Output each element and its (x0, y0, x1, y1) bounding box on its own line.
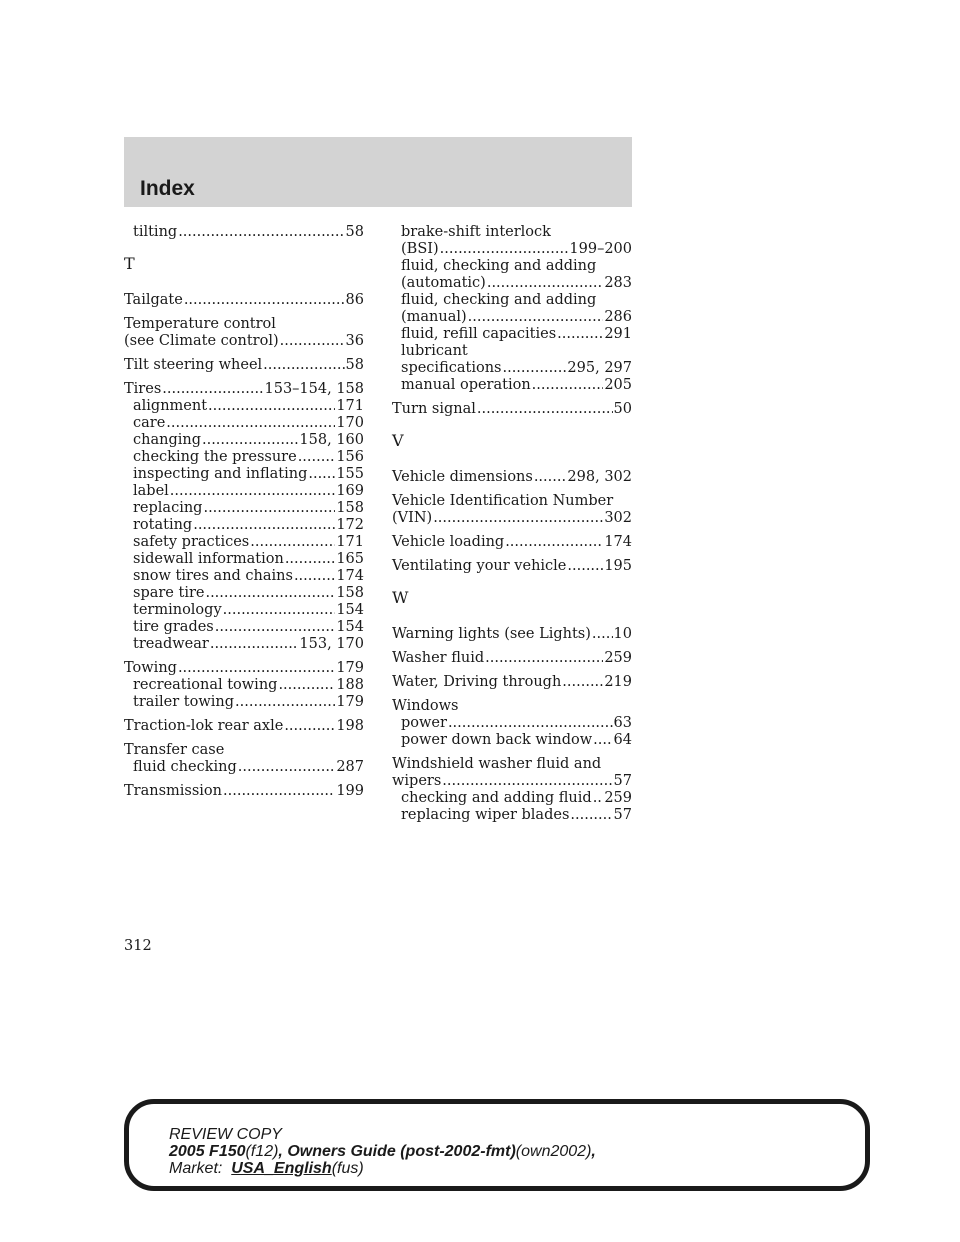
index-entry-row (124, 381, 364, 398)
index-entry-row (392, 275, 632, 292)
leader-dots (593, 790, 604, 807)
leader-dots (532, 377, 604, 394)
index-entry-term: Turn signal (392, 401, 476, 417)
index-entry-term: trailer towing (133, 694, 235, 710)
index-entry-term: manual operation (401, 377, 531, 393)
index-entry (124, 534, 364, 551)
leader-dots (562, 674, 603, 691)
leader-dots (298, 449, 336, 466)
footer-model-code: (f12) (245, 1143, 279, 1160)
index-entry (124, 357, 364, 374)
index-entry-page: 188 (336, 677, 364, 693)
index-entry-heading: Transfer case (124, 742, 225, 758)
index-entry-page: 165 (336, 551, 364, 567)
index-entry-term: Traction-lok rear axle (124, 718, 284, 734)
leader-dots (263, 357, 344, 374)
index-entry-row (124, 333, 364, 350)
index-entry-page: 174 (336, 568, 364, 584)
index-entry (124, 783, 364, 800)
index-entry-term: (manual) (401, 309, 467, 325)
index-entry-page: 198 (336, 718, 364, 734)
index-entry (124, 466, 364, 483)
index-entry-term: Transmission (124, 783, 223, 799)
index-entry (392, 807, 632, 824)
leader-dots (440, 241, 569, 258)
index-entry-term: inspecting and inflating (133, 466, 308, 482)
index-entry-page: 302 (604, 510, 632, 526)
index-entry (124, 660, 364, 677)
index-entry-row (392, 674, 632, 691)
leader-dots (162, 381, 263, 398)
index-entry-term: checking and adding fluid (401, 790, 592, 806)
index-entry-row (392, 510, 632, 527)
index-entry-row (392, 807, 632, 824)
index-entry (124, 381, 364, 398)
leader-dots (285, 551, 335, 568)
index-entry-page: 298, 302 (567, 469, 632, 485)
index-entry-row (124, 718, 364, 735)
index-entry-row (124, 602, 364, 619)
index-entry-term: Tires (124, 381, 162, 397)
index-entry-row (124, 636, 364, 653)
index-entry-row (124, 660, 364, 677)
index-entry-row (392, 401, 632, 418)
index-entry-row (124, 759, 364, 776)
index-column-right (392, 224, 632, 824)
index-entry-term: snow tires and chains (133, 568, 293, 584)
index-entry-row (124, 694, 364, 711)
index-entry-term: fluid checking (133, 759, 237, 775)
leader-dots (238, 759, 336, 776)
leader-dots (193, 517, 335, 534)
leader-dots (570, 807, 612, 824)
index-entry-page: 174 (604, 534, 632, 550)
index-entry-page: 179 (336, 694, 364, 710)
index-column-left (124, 224, 364, 800)
index-entry-page: 64 (613, 732, 632, 748)
index-entry (392, 258, 632, 292)
index-entry-term: checking the pressure (133, 449, 297, 465)
leader-dots (448, 715, 613, 732)
index-entry-page: 153–154, 158 (264, 381, 364, 397)
index-entry-row (392, 309, 632, 326)
leader-dots (557, 326, 603, 343)
leader-dots (203, 500, 335, 517)
index-entry-row (124, 551, 364, 568)
index-entry-page: 169 (336, 483, 364, 499)
index-entry-page: 283 (604, 275, 632, 291)
index-entry (124, 224, 364, 241)
index-entry-row (124, 483, 364, 500)
leader-dots (592, 626, 613, 643)
leader-dots (208, 398, 335, 415)
index-entry-term: specifications (401, 360, 502, 376)
index-entry (392, 326, 632, 343)
index-entry-page: 158 (336, 585, 364, 601)
index-entry-term: replacing (133, 500, 203, 516)
leader-dots (502, 360, 566, 377)
index-entry (392, 650, 632, 667)
leader-dots (178, 660, 335, 677)
index-entry-row (392, 360, 632, 377)
index-entry-heading: Windshield washer fluid and (392, 756, 602, 772)
index-entry-term: care (133, 415, 166, 431)
index-entry-row (392, 715, 632, 732)
index-entry-page: 172 (336, 517, 364, 533)
index-entry-term: spare tire (133, 585, 205, 601)
footer-model: 2005 F150 (169, 1143, 246, 1160)
index-entry-term: power down back window (401, 732, 593, 748)
index-entry (124, 398, 364, 415)
index-entry-heading: Windows (392, 698, 459, 714)
footer-market: USA_English (231, 1160, 332, 1177)
index-entry-row (124, 224, 364, 241)
leader-dots (223, 783, 335, 800)
index-entry (124, 500, 364, 517)
index-entry-term: Tailgate (124, 292, 183, 308)
index-entry (124, 415, 364, 432)
index-entry (124, 636, 364, 653)
index-entry-row (392, 790, 632, 807)
leader-dots (210, 636, 299, 653)
footer-market-label: Market: (169, 1160, 232, 1177)
index-entry-page: 179 (336, 660, 364, 676)
index-entry (124, 568, 364, 585)
index-entry-term: power (401, 715, 447, 731)
index-entry-page: 171 (336, 534, 364, 550)
index-entry-term: (automatic) (401, 275, 486, 291)
leader-dots (278, 677, 335, 694)
index-entry-term: Vehicle loading (392, 534, 505, 550)
index-entry-row (392, 773, 632, 790)
leader-dots (170, 483, 336, 500)
index-entry (392, 534, 632, 551)
index-entry-row (124, 415, 364, 432)
index-entry (392, 756, 632, 790)
index-entry-page: 171 (336, 398, 364, 414)
index-entry-term: fluid, refill capacities (401, 326, 557, 342)
index-entry (392, 698, 632, 732)
index-entry-page: 10 (613, 626, 632, 642)
index-entry (124, 742, 364, 776)
index-entry-page: 286 (604, 309, 632, 325)
index-entry-term: alignment (133, 398, 208, 414)
index-entry-heading: lubricant (401, 343, 468, 359)
leader-dots (223, 602, 336, 619)
index-entry (392, 224, 632, 258)
index-entry-row (124, 357, 364, 374)
index-entry-row (392, 626, 632, 643)
index-entry-row (392, 469, 632, 486)
index-section-letter: W (392, 588, 409, 607)
index-entry (124, 517, 364, 534)
index-entry-heading: Temperature control (124, 316, 276, 332)
index-entry-page: 287 (336, 759, 364, 775)
index-entry (124, 449, 364, 466)
index-entry-term: wipers (392, 773, 442, 789)
page-number: 312 (124, 938, 152, 954)
index-entry-term: terminology (133, 602, 222, 618)
index-entry-term: Towing (124, 660, 177, 676)
leader-dots (442, 773, 612, 790)
leader-dots (166, 415, 335, 432)
leader-dots (505, 534, 603, 551)
index-entry-page: 199–200 (569, 241, 632, 257)
index-entry-page: 170 (336, 415, 364, 431)
index-entry (124, 602, 364, 619)
index-entry-page: 259 (604, 790, 632, 806)
index-entry-row (392, 377, 632, 394)
index-entry-page: 153, 170 (299, 636, 364, 652)
index-entry-term: changing (133, 432, 201, 448)
index-entry (392, 674, 632, 691)
index-entry (392, 469, 632, 486)
footer-text (169, 1126, 596, 1177)
index-entry-page: 57 (613, 807, 632, 823)
index-section-letter: T (124, 254, 135, 273)
index-entry-row (392, 558, 632, 575)
index-entry (124, 483, 364, 500)
index-entry-page: 291 (604, 326, 632, 342)
index-entry (392, 401, 632, 418)
index-entry-term: sidewall information (133, 551, 284, 567)
index-entry-page: 199 (336, 783, 364, 799)
index-entry-row (392, 326, 632, 343)
index-entry-term: safety practices (133, 534, 250, 550)
leader-dots (468, 309, 604, 326)
index-entry-term: (see Climate control) (124, 333, 279, 349)
index-entry-term: Vehicle dimensions (392, 469, 533, 485)
index-entry-page: 158, 160 (299, 432, 364, 448)
index-entry-row (124, 585, 364, 602)
index-entry-term: Washer fluid (392, 650, 485, 666)
index-entry (392, 292, 632, 326)
leader-dots (250, 534, 335, 551)
index-entry-row (124, 500, 364, 517)
footer-market-code: (fus) (331, 1160, 364, 1177)
index-entry-row (124, 292, 364, 309)
index-entry-row (124, 449, 364, 466)
index-entry-row (124, 568, 364, 585)
index-entry (124, 551, 364, 568)
index-entry-page: 219 (604, 674, 632, 690)
index-entry-term: label (133, 483, 169, 499)
footer-guide-code: (own2002) (515, 1143, 592, 1160)
leader-dots (215, 619, 336, 636)
index-entry-page: 205 (604, 377, 632, 393)
leader-dots (433, 510, 603, 527)
index-entry-row (124, 466, 364, 483)
leader-dots (202, 432, 298, 449)
index-header-band (124, 137, 632, 207)
index-entry-term: recreational towing (133, 677, 278, 693)
index-entry-term: tire grades (133, 619, 214, 635)
index-entry-row (392, 241, 632, 258)
leader-dots (485, 650, 603, 667)
index-entry (124, 694, 364, 711)
index-entry (392, 377, 632, 394)
index-entry (124, 432, 364, 449)
index-entry-page: 63 (613, 715, 632, 731)
leader-dots (487, 275, 603, 292)
index-entry-page: 195 (604, 558, 632, 574)
index-entry (124, 619, 364, 636)
index-entry-row (124, 398, 364, 415)
index-entry (392, 493, 632, 527)
index-entry-page: 156 (336, 449, 364, 465)
page-title: Index (140, 177, 195, 200)
index-entry-page: 154 (336, 619, 364, 635)
index-entry-row (124, 619, 364, 636)
index-entry-heading: fluid, checking and adding (401, 258, 597, 274)
index-entry-row (124, 517, 364, 534)
index-entry-page: 154 (336, 602, 364, 618)
leader-dots (178, 224, 344, 241)
index-entry (124, 585, 364, 602)
leader-dots (235, 694, 335, 711)
index-entry (392, 732, 632, 749)
index-entry-heading: brake-shift interlock (401, 224, 551, 240)
leader-dots (205, 585, 335, 602)
index-entry-page: 86 (345, 292, 364, 308)
index-entry (392, 626, 632, 643)
index-entry-term: replacing wiper blades (401, 807, 570, 823)
leader-dots (280, 333, 345, 350)
index-entry-page: 36 (345, 333, 364, 349)
index-entry-term: (BSI) (401, 241, 439, 257)
index-entry-heading: fluid, checking and adding (401, 292, 597, 308)
leader-dots (184, 292, 345, 309)
index-entry-row (392, 732, 632, 749)
index-entry-page: 259 (604, 650, 632, 666)
index-entry-page: 295, 297 (567, 360, 632, 376)
index-entry-row (392, 650, 632, 667)
footer-line-3 (169, 1160, 596, 1177)
index-section-letter: V (392, 431, 404, 450)
index-entry-term: Water, Driving through (392, 674, 562, 690)
index-entry (124, 292, 364, 309)
index-entry (124, 316, 364, 350)
index-entry (392, 790, 632, 807)
index-entry-page: 58 (345, 357, 364, 373)
index-entry (392, 558, 632, 575)
index-entry-row (124, 534, 364, 551)
leader-dots (308, 466, 335, 483)
index-entry-term: Warning lights (see Lights) (392, 626, 591, 642)
index-entry-row (124, 783, 364, 800)
index-entry-term: treadwear (133, 636, 209, 652)
footer-line-1: REVIEW COPY (169, 1126, 282, 1143)
leader-dots (567, 558, 603, 575)
index-entry-page: 155 (336, 466, 364, 482)
footer-line-2 (169, 1143, 596, 1160)
leader-dots (534, 469, 567, 486)
review-copy-footer (124, 1099, 870, 1191)
leader-dots (477, 401, 613, 418)
index-entry-page: 57 (613, 773, 632, 789)
index-entry-row (124, 677, 364, 694)
index-entry-row (392, 534, 632, 551)
leader-dots (593, 732, 612, 749)
index-entry-term: Ventilating your vehicle (392, 558, 567, 574)
index-entry (124, 677, 364, 694)
index-entry-term: rotating (133, 517, 193, 533)
index-entry-term: Tilt steering wheel (124, 357, 263, 373)
leader-dots (284, 718, 335, 735)
index-entry-page: 50 (613, 401, 632, 417)
index-entry-term: tilting (133, 224, 178, 240)
footer-comma: , (591, 1143, 596, 1160)
footer-guide: , Owners Guide (post-2002-fmt) (278, 1143, 516, 1160)
index-entry (124, 718, 364, 735)
index-entry-row (124, 432, 364, 449)
index-entry (392, 343, 632, 377)
index-entry-term: (VIN) (392, 510, 433, 526)
leader-dots (294, 568, 335, 585)
index-entry-heading: Vehicle Identification Number (392, 493, 614, 509)
index-entry-page: 158 (336, 500, 364, 516)
index-entry-page: 58 (345, 224, 364, 240)
